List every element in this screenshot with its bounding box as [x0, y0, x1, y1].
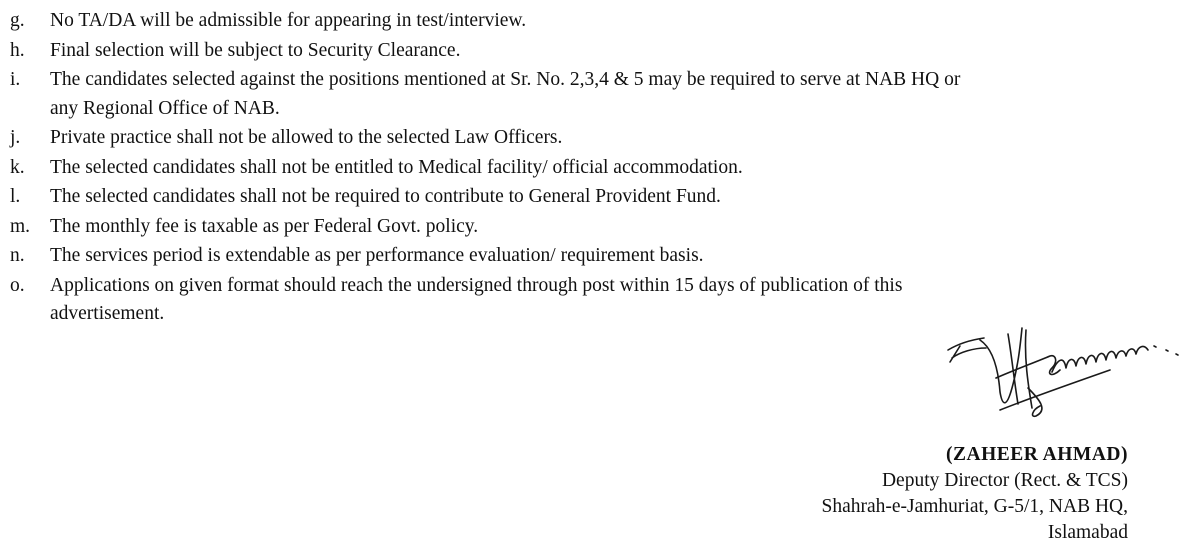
item-marker: g. [10, 10, 25, 31]
item-text: Private practice shall not be allowed to the selected Law Officers. [50, 127, 563, 148]
signatory-name: (ZAHEER AHMAD) [946, 444, 1128, 465]
list-item-l [10, 182, 1125, 212]
item-text: The services period is extendable as per performance evaluation/ requirement basis. [50, 245, 704, 266]
list-item-j [10, 123, 1125, 153]
item-text: The candidates selected against the positions mentioned at Sr. No. 2,3,4 & 5 may be required to serve at NAB HQ or [50, 69, 961, 90]
list-item-n [10, 241, 1125, 271]
item-text: The selected candidates shall not be required to contribute to General Provident Fund. [50, 186, 721, 207]
item-text-continued: any Regional Office of NAB. [50, 97, 280, 119]
item-text: Final selection will be subject to Security Clearance. [50, 39, 461, 61]
signature-block [821, 442, 1128, 546]
item-marker: o. [10, 274, 25, 296]
item-text: No TA/DA will be admissible for appearing in test/interview. [50, 10, 527, 31]
item-marker: n. [10, 245, 25, 266]
item-text-continued: advertisement. [50, 303, 165, 324]
conditions-list [10, 6, 1125, 329]
handwritten-signature [940, 318, 1190, 418]
item-text: The monthly fee is taxable as per Federal Govt. policy. [50, 215, 479, 237]
signature-image [940, 318, 1190, 418]
signatory-designation: Deputy Director (Rect. & TCS) [881, 470, 1128, 491]
item-marker: m. [10, 215, 31, 237]
signatory-city: Islamabad [1047, 522, 1128, 543]
list-item-k [10, 153, 1125, 183]
item-marker: h. [10, 39, 25, 61]
item-text: Applications on given format should reach the undersigned through post within 15 days of publication of this [50, 274, 903, 296]
list-item-g [10, 6, 1125, 36]
item-marker: j. [10, 127, 21, 148]
item-text: The selected candidates shall not be entitled to Medical facility/ official accommodation. [50, 156, 743, 178]
list-item-h [10, 36, 1125, 66]
item-marker: i. [10, 69, 21, 90]
signatory-address: Shahrah-e-Jamhuriat, G-5/1, NAB HQ, [821, 496, 1128, 517]
list-item-i [10, 65, 1125, 123]
list-item-m [10, 212, 1125, 242]
item-marker: k. [10, 156, 25, 178]
item-marker: l. [10, 186, 21, 207]
